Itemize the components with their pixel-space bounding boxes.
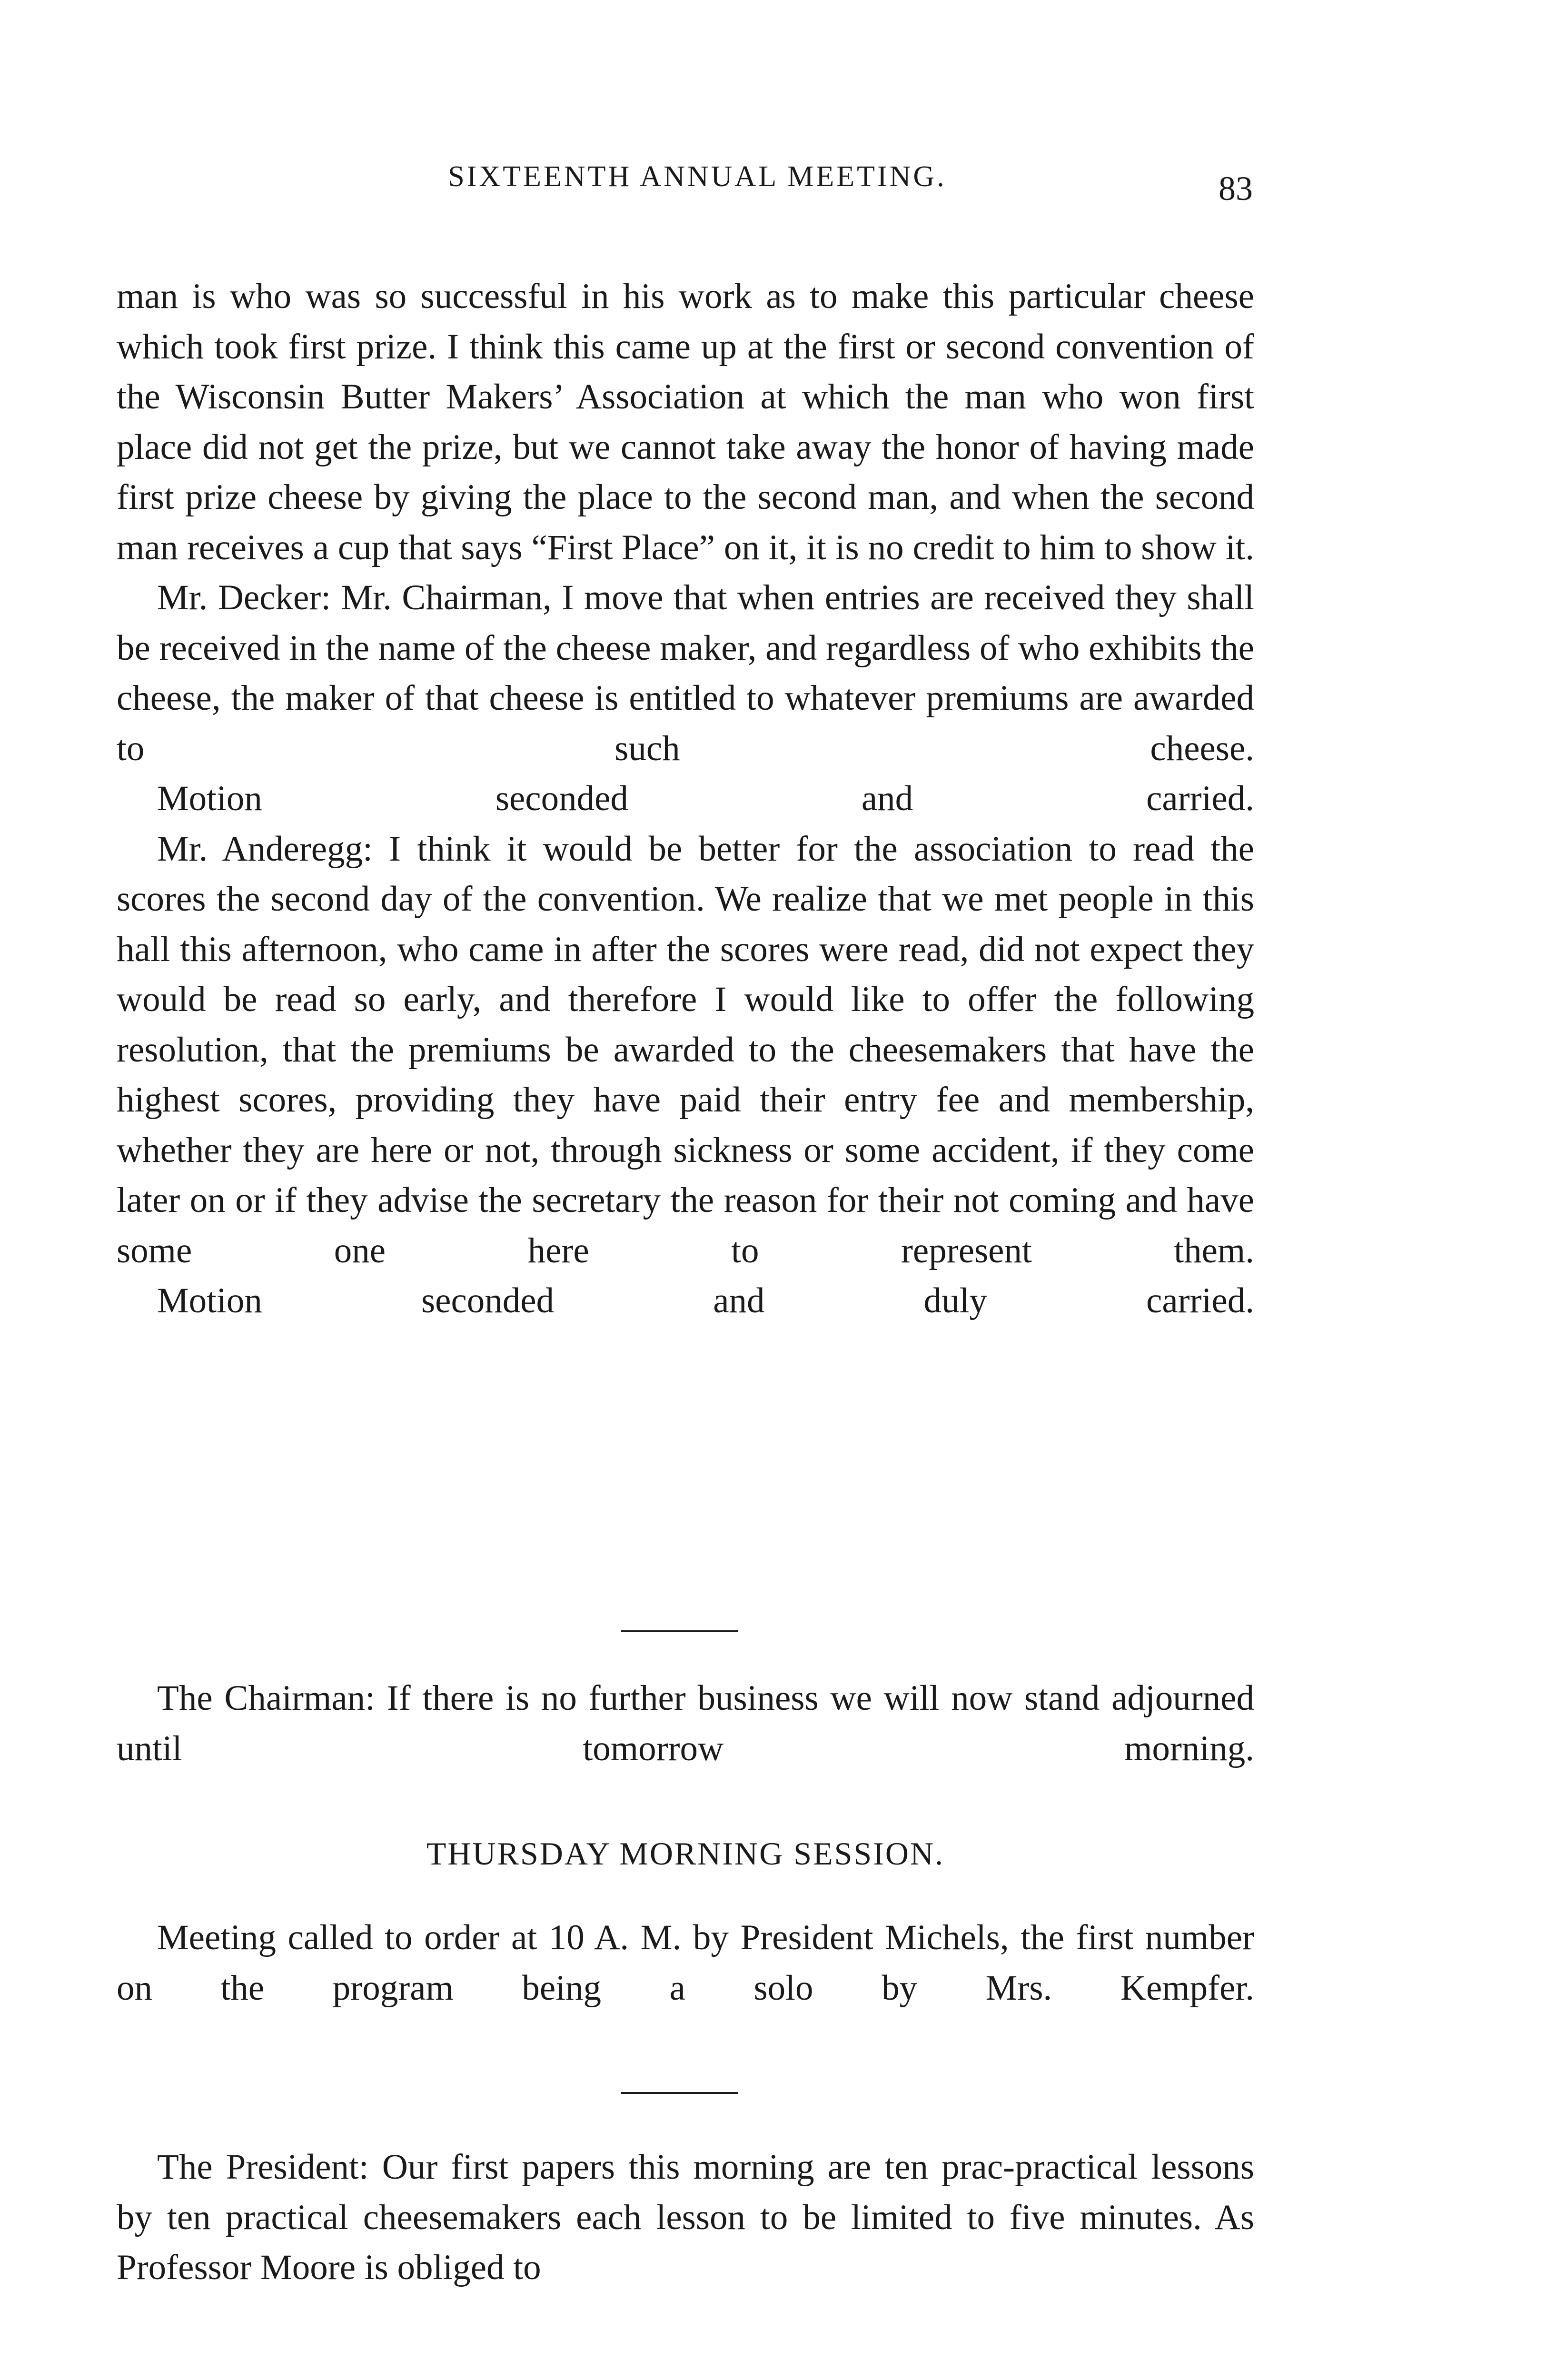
paragraph-decker-motion: Mr. Decker: Mr. Chairman, I move that when entries are received they shall be received in the name of the cheese maker, and regardless of who exhibits the cheese, the maker of that cheese is entitled to whatever premiums are awarded to such cheese. [117,578,1254,768]
paragraph-anderegg-resolution: Mr. Anderegg: I think it would be better for the association to read the scores the second day of the convention. We realize that we met people in this hall this afternoon, who came in after the scores were read, did not expect they would be read so early, and therefore I would like to offer the following resolution, that the premiums be awarded to the cheesemakers that have the highest scores, providing they have paid their entry fee and membership, whether they are here or not, through sickness or some accident, if they come later on or if they advise the secretary the reason for their not coming and have some one here to represent them. [117,829,1254,1270]
text-block-discussion [117,271,1254,1326]
paragraph-chairman-adjourn: The Chairman: If there is no further business we will now stand adjourned until tomorrow morning. [117,1678,1254,1768]
text-block-adjournment [117,1673,1254,1774]
page-number: 83 [1219,169,1253,208]
paragraph-motion-carried: Motion seconded and carried. [157,779,1254,818]
text-block-president [117,2142,1254,2293]
section-divider-rule [621,2092,738,2094]
paragraph-motion-duly-carried: Motion seconded and duly carried. [157,1281,1254,1320]
text-block-meeting-called [117,1913,1254,2013]
paragraph-president-remarks: The President: Our first papers this morning are ten prac-practical lessons by ten practical cheesemakers each lesson to be limited to five minutes. As Professor Moore is obliged to [117,2147,1254,2287]
running-head: SIXTEENTH ANNUAL MEETING. [448,160,947,193]
paragraph-meeting-called: Meeting called to order at 10 A. M. by President Michels, the first number on the program being a solo by Mrs. Kempfer. [117,1918,1254,2008]
section-heading: THURSDAY MORNING SESSION. [426,1835,945,1872]
section-divider-rule [621,1630,738,1632]
paragraph-continued: man is who was so successful in his work as to make this particular cheese which took first prize. I think this came up at the first or second convention of the Wisconsin Butter Makers’ Association at which the man who won first place did not get the prize, but we cannot take away the honor of having made first prize cheese by giving the place to the second man, and when the second man receives a cup that says “First Place” on it, it is no credit to him to show it. [117,277,1254,567]
